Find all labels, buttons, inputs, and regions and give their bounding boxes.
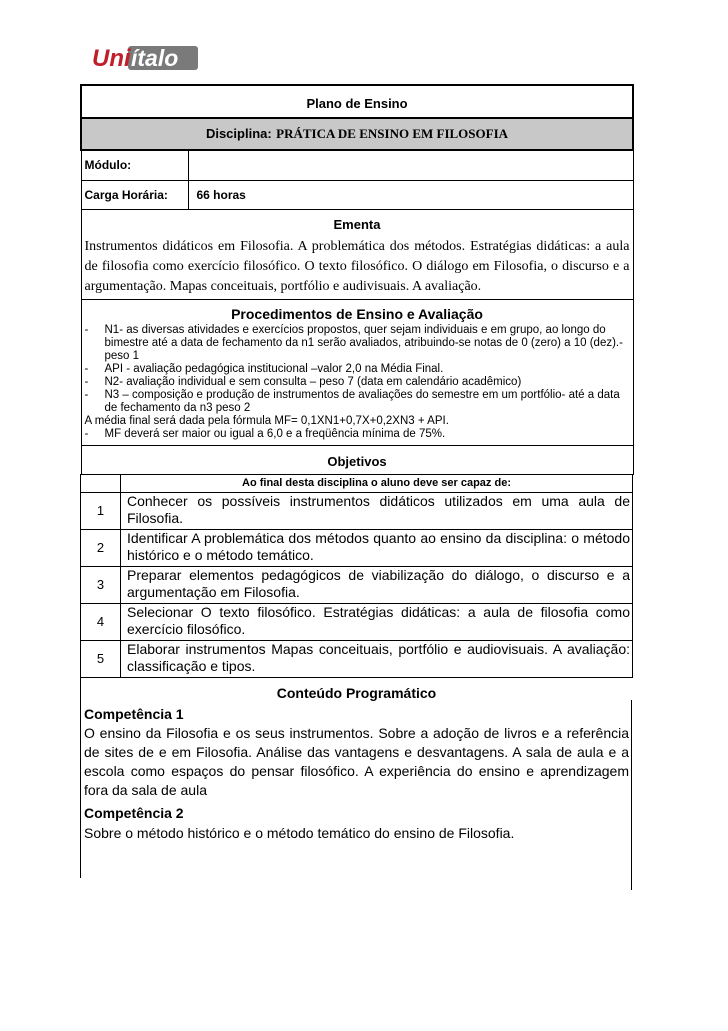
- procedimentos-section: [81, 299, 633, 445]
- right-border-line: [631, 700, 632, 890]
- modulo-value: [188, 150, 633, 180]
- conteudo-section: [81, 677, 633, 878]
- objetivos-table: [80, 474, 633, 678]
- objetivo-number: 3: [81, 566, 121, 603]
- objetivo-text: Identificar A problemática dos métodos quanto ao ensino da disciplina: o método histórico e o método temático.: [121, 529, 633, 566]
- objetivo-number: 5: [81, 640, 121, 677]
- objetivo-text: Elaborar instrumentos Mapas conceituais, portfólio e audiovisuais. A avaliação: classificação e tipos.: [121, 640, 633, 677]
- procedimentos-title: Procedimentos de Ensino e Avaliação: [231, 305, 483, 322]
- disciplina-row: [81, 118, 633, 150]
- plano-de-ensino-document: [80, 84, 632, 878]
- procedimento-text: MF deverá ser maior ou igual a 6,0 e a freqüência mínima de 75%.: [104, 427, 446, 440]
- procedimento-item: [85, 389, 630, 415]
- objetivo-row: [81, 603, 633, 640]
- objetivo-row: [81, 492, 633, 529]
- page-title: Plano de Ensino: [81, 85, 633, 118]
- objetivos-header: [81, 445, 633, 474]
- procedimento-text: N3 – composição e produção de instrumentos de avaliações do semestre em um portfólio- até a data de fechamento da n3 peso 2: [104, 388, 620, 414]
- objetivo-row: [81, 640, 633, 677]
- unitalo-logo: [90, 40, 200, 74]
- procedimento-item: [85, 324, 630, 363]
- objetivos-title: Objetivos: [327, 453, 387, 469]
- competencia-2-title: Competência 2: [84, 804, 184, 821]
- procedimento-text: N1- as diversas atividades e exercícios propostos, quer sejam individuais e em grupo, ao longo do bimestre até a data de fechamento da n1 serão avaliados, atribuindo-se notas de 0 (zero) a 10 (dez).-peso 1: [104, 323, 623, 362]
- objetivos-subtitle: Ao final desta disciplina o aluno deve ser capaz de:: [121, 474, 633, 492]
- competencia-1-text: O ensino da Filosofia e os seus instrumentos. Sobre a adoção de livros e a referência de sites de e em Filosofia. Análise das vantagens e desvantagens. A sala de aula e a escola como espaços do pensar filosófico. A experiência do ensino e aprendizagem fora da sala de aula: [84, 724, 629, 798]
- ementa-text: Instrumentos didáticos em Filosofia. A problemática dos métodos. Estratégias didáticas: a aula de filosofia como exercício filosófico. O texto filosófico. O diálogo em Filosofia, o discurso e a argumentação. Mapas conceituais, portfólio e audivisuais. A avaliação.: [84, 238, 630, 294]
- competencia-1-title: Competência 1: [84, 705, 184, 722]
- carga-label: Carga Horária:: [81, 180, 188, 209]
- procedimento-item: [85, 363, 630, 376]
- objetivo-number: 4: [81, 603, 121, 640]
- procedimento-text: API - avaliação pedagógica institucional –valor 2,0 na Média Final.: [104, 362, 444, 375]
- procedimentos-list: [85, 324, 630, 441]
- bullet-dash: -: [84, 388, 89, 401]
- conteudo-table: [80, 677, 632, 878]
- objetivo-number: 2: [81, 529, 121, 566]
- ementa-title: Ementa: [333, 216, 381, 232]
- objetivo-row: [81, 566, 633, 603]
- objetivo-row: [81, 529, 633, 566]
- procedimento-text: N2- avaliação individual e sem consulta – peso 7 (data em calendário acadêmico): [104, 375, 522, 388]
- carga-value: 66 horas: [188, 180, 633, 209]
- bullet-dash: -: [84, 427, 89, 440]
- logo-text-italo: ítalo: [131, 45, 179, 71]
- disciplina-label: Disciplina:: [205, 126, 272, 141]
- procedimento-item: [85, 428, 630, 441]
- ementa-section: [81, 209, 633, 299]
- objetivo-text: Conhecer os possíveis instrumentos didáticos utilizados em uma aula de Filosofia.: [121, 492, 633, 529]
- competencia-2-text: Sobre o método histórico e o método temático do ensino de Filosofia.: [84, 824, 515, 841]
- conteudo-title: Conteúdo Programático: [276, 684, 437, 701]
- procedimento-text: A média final será dada pela fórmula MF= 0,1XN1+0,7X+0,2XN3 + API.: [84, 414, 449, 427]
- modulo-label: Módulo:: [81, 150, 188, 180]
- disciplina-value: PRÁTICA DE ENSINO EM FILOSOFIA: [276, 126, 509, 141]
- logo-text-uni: Uni: [92, 45, 131, 72]
- procedimento-item: [85, 376, 630, 389]
- procedimento-item: [85, 415, 630, 428]
- objetivos-subtitle-spacer: [81, 474, 121, 492]
- objetivo-number: 1: [81, 492, 121, 529]
- objetivo-text: Selecionar O texto filosófico. Estratégias didáticas: a aula de filosofia como exercício filosófico.: [121, 603, 633, 640]
- bullet-dash: -: [84, 362, 89, 375]
- header-table: [80, 84, 634, 475]
- bullet-dash: -: [84, 323, 89, 336]
- objetivo-text: Preparar elementos pedagógicos de viabilização do diálogo, o discurso e a argumentação em Filosofia.: [121, 566, 633, 603]
- bullet-dash: -: [84, 375, 89, 388]
